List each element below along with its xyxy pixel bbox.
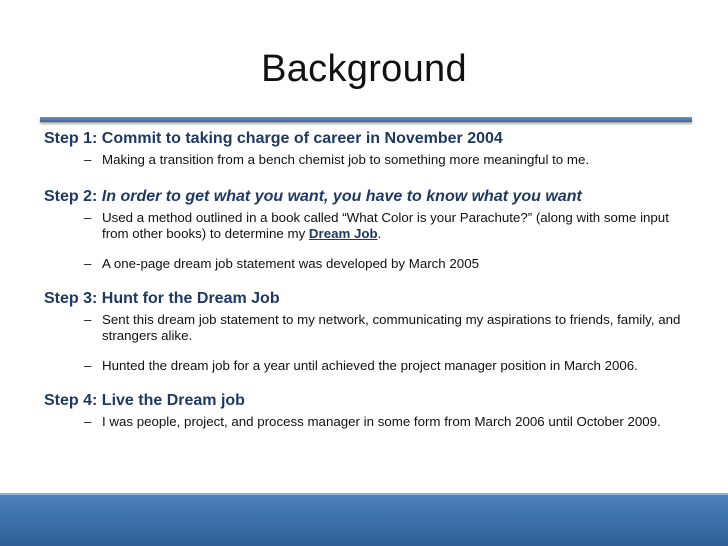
title-divider: [40, 117, 692, 122]
step-2: [44, 186, 704, 272]
step-heading: [44, 128, 704, 150]
bullet-text: I was people, project, and process manager in some form from March 2006 until October 2009.: [102, 414, 661, 429]
step-label: Step 1:: [44, 130, 98, 147]
step-heading: [44, 186, 704, 208]
step-label: Step 3:: [44, 290, 98, 307]
bullet-item: [44, 256, 704, 272]
dream-job-emphasis: Dream Job: [308, 226, 378, 241]
step-text: Live the Dream job: [101, 392, 245, 409]
dash-bullet: –: [84, 152, 92, 167]
step-heading: [44, 390, 704, 412]
slide-title: Background: [261, 48, 467, 90]
step-4: [44, 390, 704, 430]
bullet-text-end: .: [377, 226, 382, 241]
bullet-item: [44, 358, 704, 374]
dash-bullet: –: [84, 358, 92, 373]
slide-content: [44, 127, 704, 430]
dash-bullet: –: [84, 256, 92, 271]
bullet-text: Sent this dream job statement to my network, communicating my aspirations to friends, family, and strangers alike.: [102, 312, 681, 343]
step-3: [44, 288, 704, 374]
step-1: [44, 128, 704, 168]
bullet-item: [44, 210, 704, 242]
step-text: Hunt for the Dream Job: [101, 290, 280, 307]
step-text: Commit to taking charge of career in November 2004: [101, 130, 503, 147]
bullet-text: Used a method outlined in a book called “What Color is your Parachute?” (along with some input from other books) to determine my: [102, 210, 669, 241]
bullet-item: [44, 312, 704, 344]
step-label: Step 2:: [44, 188, 98, 205]
dash-bullet: –: [84, 414, 92, 429]
footer-highlight-line: [0, 493, 728, 495]
bullet-text: Hunted the dream job for a year until achieved the project manager position in March 2006.: [102, 358, 638, 373]
bullet-item: [44, 414, 704, 430]
bullet-text: A one-page dream job statement was developed by March 2005: [102, 256, 479, 271]
step-heading: [44, 288, 704, 310]
step-label: Step 4:: [44, 392, 98, 409]
dash-bullet: –: [84, 312, 92, 327]
footer-bar: [0, 493, 728, 546]
step-text: In order to get what you want, you have to know what you want: [101, 188, 582, 205]
dash-bullet: –: [84, 210, 92, 225]
bullet-text: Making a transition from a bench chemist job to something more meaningful to me.: [102, 152, 590, 167]
bullet-item: [44, 152, 704, 168]
